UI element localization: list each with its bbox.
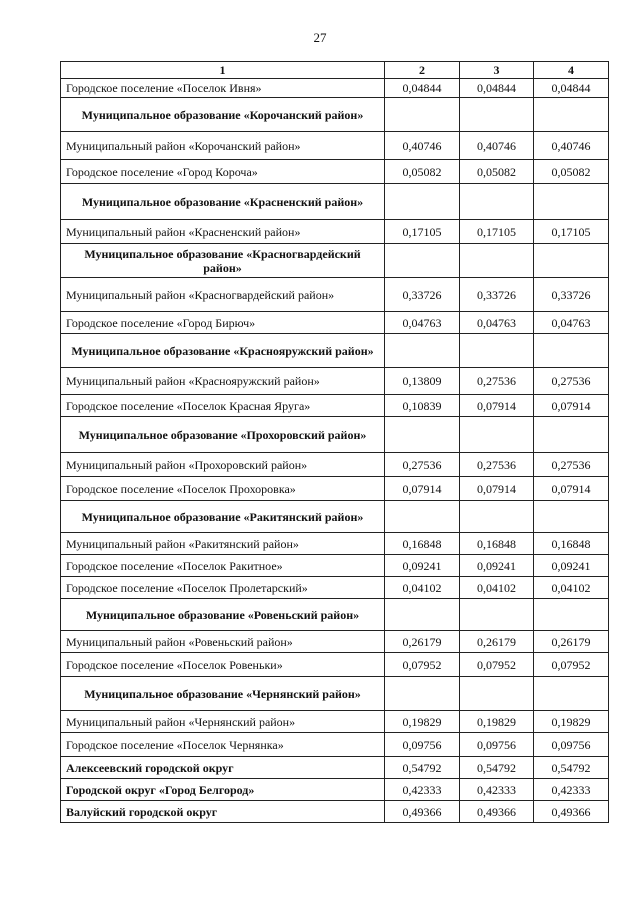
- value-cell-col-4: [534, 184, 609, 220]
- value-cell-col-4: [534, 244, 609, 278]
- value-cell-col-3: 0,07914: [460, 395, 534, 417]
- value-cell-col-2: 0,09241: [385, 555, 460, 577]
- table-row: [61, 312, 609, 334]
- table-row: [61, 278, 609, 312]
- value-cell-col-4: 0,05082: [534, 160, 609, 184]
- value-cell-col-2: 0,05082: [385, 160, 460, 184]
- value-cell-col-4: 0,09241: [534, 555, 609, 577]
- value-cell-col-3: [460, 98, 534, 132]
- value-cell-col-2: 0,04844: [385, 79, 460, 98]
- value-cell-col-4: 0,16848: [534, 533, 609, 555]
- section-title-cell: Муниципальное образование «Ракитянский район»: [61, 501, 385, 533]
- value-cell-col-4: 0,27536: [534, 453, 609, 477]
- table-row: [61, 220, 609, 244]
- entity-name-cell: Муниципальный район «Чернянский район»: [61, 711, 385, 733]
- value-cell-col-3: [460, 599, 534, 631]
- value-cell-col-4: 0,33726: [534, 278, 609, 312]
- entity-name-cell: Городское поселение «Поселок Ракитное»: [61, 555, 385, 577]
- section-header-row: [61, 244, 609, 278]
- value-cell-col-4: [534, 501, 609, 533]
- value-cell-col-3: 0,42333: [460, 779, 534, 801]
- value-cell-col-2: 0,49366: [385, 801, 460, 823]
- value-cell-col-2: 0,04763: [385, 312, 460, 334]
- entity-name-cell: Муниципальный район «Ровеньский район»: [61, 631, 385, 653]
- table-row: [61, 477, 609, 501]
- value-cell-col-3: 0,17105: [460, 220, 534, 244]
- table-row: [61, 79, 609, 98]
- value-cell-col-3: 0,07914: [460, 477, 534, 501]
- value-cell-col-3: [460, 184, 534, 220]
- section-title-cell: Муниципальное образование «Чернянский район»: [61, 677, 385, 711]
- section-header-row: [61, 677, 609, 711]
- table-row: [61, 555, 609, 577]
- entity-name-cell: Валуйский городской округ: [61, 801, 385, 823]
- entity-name-cell: Муниципальный район «Прохоровский район»: [61, 453, 385, 477]
- table-row: [61, 395, 609, 417]
- column-header-4: 4: [534, 62, 609, 79]
- section-header-row: [61, 334, 609, 368]
- value-cell-col-3: 0,16848: [460, 533, 534, 555]
- value-cell-col-4: [534, 677, 609, 711]
- section-header-row: [61, 98, 609, 132]
- value-cell-col-2: [385, 334, 460, 368]
- section-header-row: [61, 599, 609, 631]
- value-cell-col-2: [385, 98, 460, 132]
- value-cell-col-3: 0,09241: [460, 555, 534, 577]
- section-header-row: [61, 417, 609, 453]
- value-cell-col-2: [385, 677, 460, 711]
- value-cell-col-2: 0,07952: [385, 653, 460, 677]
- entity-name-cell: Городское поселение «Поселок Красная Яруга»: [61, 395, 385, 417]
- table-row: [61, 453, 609, 477]
- value-cell-col-4: 0,27536: [534, 368, 609, 395]
- value-cell-col-3: 0,04102: [460, 577, 534, 599]
- value-cell-col-4: 0,04844: [534, 79, 609, 98]
- value-cell-col-4: 0,54792: [534, 757, 609, 779]
- value-cell-col-2: 0,07914: [385, 477, 460, 501]
- value-cell-col-4: 0,09756: [534, 733, 609, 757]
- value-cell-col-2: 0,09756: [385, 733, 460, 757]
- value-cell-col-3: 0,54792: [460, 757, 534, 779]
- value-cell-col-3: 0,07952: [460, 653, 534, 677]
- value-cell-col-2: 0,16848: [385, 533, 460, 555]
- section-title-cell: Муниципальное образование «Краснояружский район»: [61, 334, 385, 368]
- value-cell-col-4: 0,04102: [534, 577, 609, 599]
- entity-name-cell: Городской округ «Город Белгород»: [61, 779, 385, 801]
- value-cell-col-3: [460, 501, 534, 533]
- entity-name-cell: Городское поселение «Поселок Ивня»: [61, 79, 385, 98]
- value-cell-col-3: 0,27536: [460, 453, 534, 477]
- value-cell-col-4: 0,04763: [534, 312, 609, 334]
- value-cell-col-3: 0,33726: [460, 278, 534, 312]
- value-cell-col-2: [385, 244, 460, 278]
- entity-name-cell: Муниципальный район «Корочанский район»: [61, 132, 385, 160]
- value-cell-col-2: 0,10839: [385, 395, 460, 417]
- value-cell-col-3: 0,19829: [460, 711, 534, 733]
- entity-name-cell: Муниципальный район «Красненский район»: [61, 220, 385, 244]
- table-row: [61, 711, 609, 733]
- value-cell-col-2: 0,17105: [385, 220, 460, 244]
- value-cell-col-2: 0,54792: [385, 757, 460, 779]
- entity-name-cell: Муниципальный район «Красногвардейский район»: [61, 278, 385, 312]
- table-row: [61, 577, 609, 599]
- value-cell-col-2: 0,26179: [385, 631, 460, 653]
- value-cell-col-4: 0,07914: [534, 395, 609, 417]
- value-cell-col-2: 0,42333: [385, 779, 460, 801]
- entity-name-cell: Городское поселение «Город Короча»: [61, 160, 385, 184]
- column-header-1: 1: [61, 62, 385, 79]
- table-row: [61, 132, 609, 160]
- value-cell-col-4: [534, 417, 609, 453]
- value-cell-col-4: [534, 98, 609, 132]
- page-number: 27: [313, 30, 327, 45]
- value-cell-col-2: 0,19829: [385, 711, 460, 733]
- value-cell-col-4: 0,26179: [534, 631, 609, 653]
- section-header-row: [61, 184, 609, 220]
- entity-name-cell: Городское поселение «Поселок Чернянка»: [61, 733, 385, 757]
- section-title-cell: Муниципальное образование «Красногвардейский район»: [61, 244, 385, 278]
- value-cell-col-2: 0,40746: [385, 132, 460, 160]
- value-cell-col-4: 0,07914: [534, 477, 609, 501]
- value-cell-col-2: [385, 417, 460, 453]
- table-row: [61, 779, 609, 801]
- entity-name-cell: Городское поселение «Город Бирюч»: [61, 312, 385, 334]
- section-title-cell: Муниципальное образование «Прохоровский район»: [61, 417, 385, 453]
- section-title-cell: Муниципальное образование «Корочанский район»: [61, 98, 385, 132]
- value-cell-col-4: 0,40746: [534, 132, 609, 160]
- value-cell-col-2: 0,33726: [385, 278, 460, 312]
- value-cell-col-4: 0,42333: [534, 779, 609, 801]
- entity-name-cell: Муниципальный район «Краснояружский район»: [61, 368, 385, 395]
- table-row: [61, 801, 609, 823]
- column-header-2: 2: [385, 62, 460, 79]
- value-cell-col-3: 0,27536: [460, 368, 534, 395]
- table-row: [61, 757, 609, 779]
- entity-name-cell: Городское поселение «Поселок Ровеньки»: [61, 653, 385, 677]
- value-cell-col-2: [385, 184, 460, 220]
- entity-name-cell: Городское поселение «Поселок Прохоровка»: [61, 477, 385, 501]
- value-cell-col-2: 0,27536: [385, 453, 460, 477]
- table-row: [61, 733, 609, 757]
- table-header-row: [61, 62, 609, 79]
- distribution-table: [60, 61, 609, 823]
- column-header-3: 3: [460, 62, 534, 79]
- table-row: [61, 368, 609, 395]
- value-cell-col-3: [460, 334, 534, 368]
- value-cell-col-3: 0,04763: [460, 312, 534, 334]
- table-row: [61, 160, 609, 184]
- value-cell-col-4: [534, 599, 609, 631]
- entity-name-cell: Городское поселение «Поселок Пролетарский»: [61, 577, 385, 599]
- table-row: [61, 631, 609, 653]
- value-cell-col-4: 0,19829: [534, 711, 609, 733]
- value-cell-col-2: 0,13809: [385, 368, 460, 395]
- value-cell-col-2: [385, 501, 460, 533]
- value-cell-col-4: 0,17105: [534, 220, 609, 244]
- table-body: [61, 79, 609, 823]
- value-cell-col-3: [460, 677, 534, 711]
- table-row: [61, 653, 609, 677]
- value-cell-col-3: 0,09756: [460, 733, 534, 757]
- value-cell-col-4: [534, 334, 609, 368]
- table-row: [61, 533, 609, 555]
- value-cell-col-3: 0,40746: [460, 132, 534, 160]
- value-cell-col-2: 0,04102: [385, 577, 460, 599]
- value-cell-col-3: 0,05082: [460, 160, 534, 184]
- section-title-cell: Муниципальное образование «Ровеньский район»: [61, 599, 385, 631]
- value-cell-col-3: [460, 417, 534, 453]
- section-title-cell: Муниципальное образование «Красненский район»: [61, 184, 385, 220]
- value-cell-col-3: 0,49366: [460, 801, 534, 823]
- value-cell-col-2: [385, 599, 460, 631]
- entity-name-cell: Алексеевский городской округ: [61, 757, 385, 779]
- value-cell-col-4: 0,07952: [534, 653, 609, 677]
- value-cell-col-3: 0,26179: [460, 631, 534, 653]
- section-header-row: [61, 501, 609, 533]
- entity-name-cell: Муниципальный район «Ракитянский район»: [61, 533, 385, 555]
- value-cell-col-3: 0,04844: [460, 79, 534, 98]
- value-cell-col-3: [460, 244, 534, 278]
- value-cell-col-4: 0,49366: [534, 801, 609, 823]
